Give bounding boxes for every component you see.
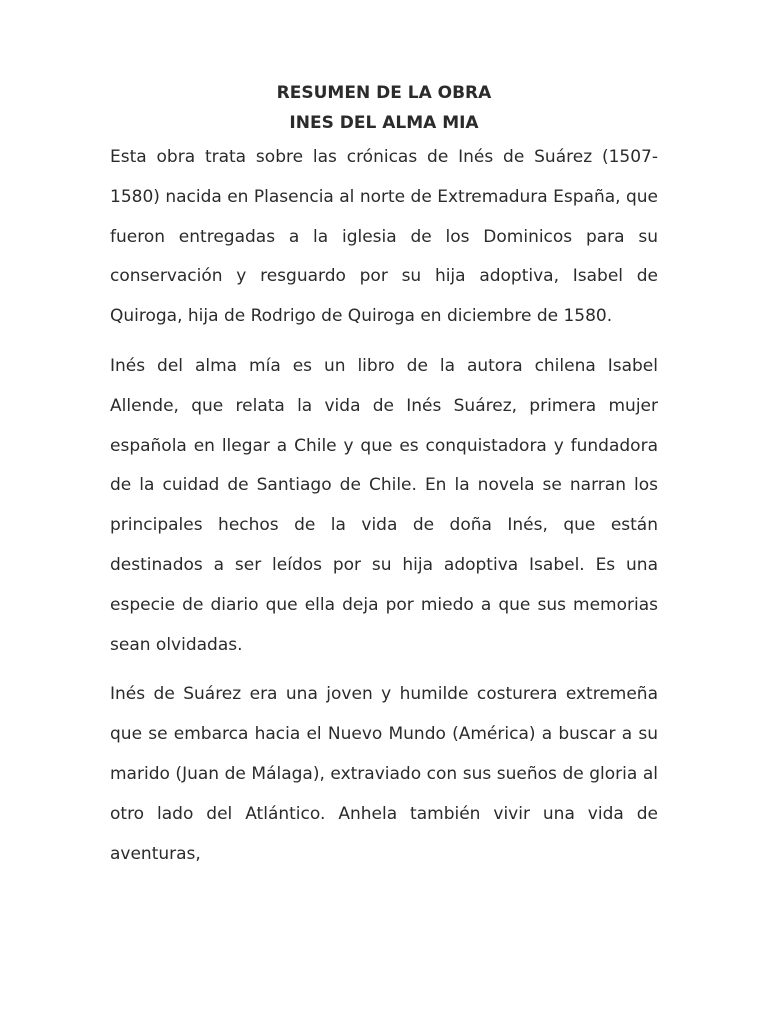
document-subtitle: INES DEL ALMA MIA bbox=[289, 113, 479, 133]
document-title: RESUMEN DE LA OBRA bbox=[276, 83, 492, 103]
document-page bbox=[110, 76, 658, 884]
paragraph-3: Inés de Suárez era una joven y humilde costurera extremeña que se embarca hacia el Nuevo Mundo (América) a buscar a su marido (Juan de Málaga), extraviado con sus sueños de gloria al otro lado del Atlántico. Anhela también vivir una vida de aventuras, bbox=[110, 684, 658, 864]
paragraph-2: Inés del alma mía es un libro de la autora chilena Isabel Allende, que relata la vida de Inés Suárez, primera mujer española en llegar a Chile y que es conquistadora y fundadora de la cuidad de Santiago de Chile. En la novela se narran los principales hechos de la vida de doña Inés, que están destinados a ser leídos por su hija adoptiva Isabel. Es una especie de diario que ella deja por miedo a que sus memorias sean olvidadas. bbox=[110, 355, 658, 655]
paragraph-1: Esta obra trata sobre las crónicas de Inés de Suárez (1507-1580) nacida en Plasencia al norte de Extremadura España, que fueron entregadas a la iglesia de los Dominicos para su conservación y resguardo por su hija adoptiva, Isabel de Quiroga, hija de Rodrigo de Quiroga en diciembre de 1580. bbox=[110, 147, 658, 327]
